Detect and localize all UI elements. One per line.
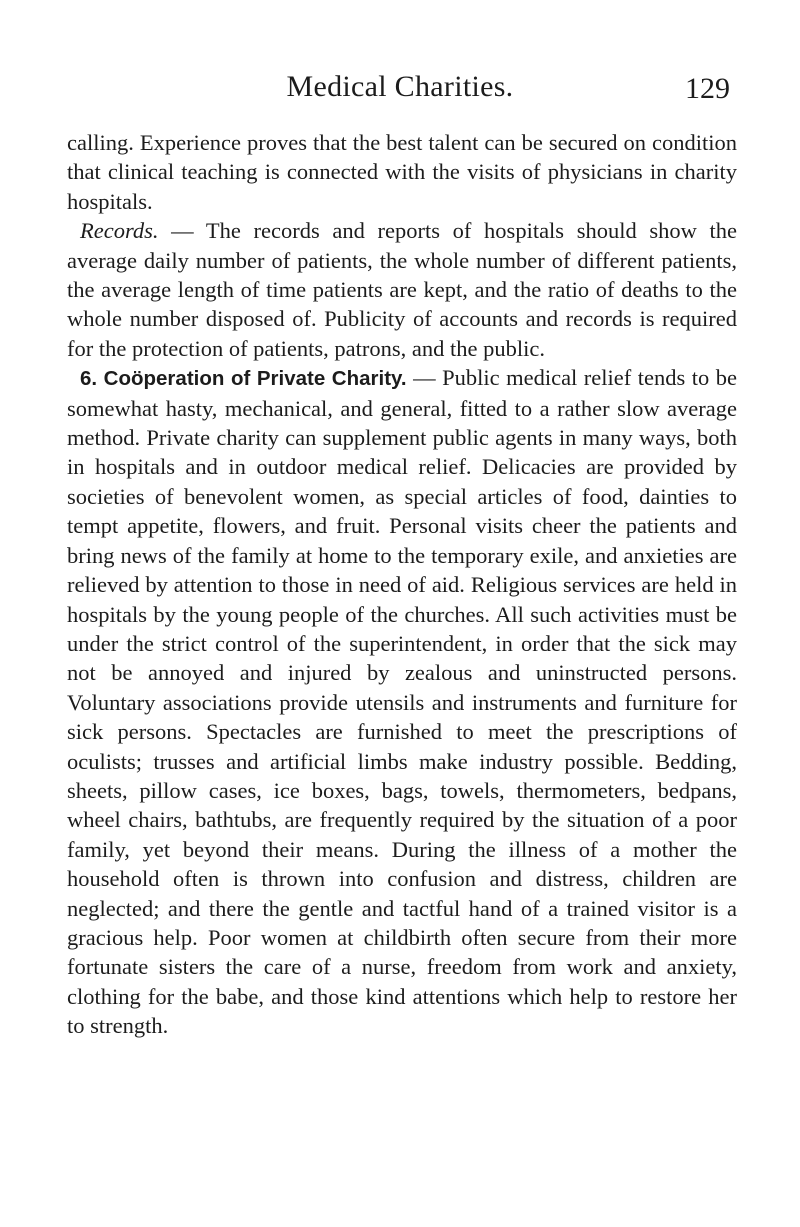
page-header (0, 70, 800, 110)
body-text (67, 128, 737, 1041)
paragraph-text: — The records and reports of hospitals should show the average daily number of patients, the whole number of different patients, the average length of time patients are kept, and the ratio of deaths to the whole number disposed of. Publicity of accounts and records is required for the protection of patients, patrons, and the public. (67, 218, 737, 361)
section-heading-cooperation: 6. Coöperation of Private Charity. (80, 367, 407, 391)
paragraph-records (67, 216, 737, 363)
paragraph-cooperation (67, 363, 737, 1040)
run-in-heading-records: Records. (80, 218, 159, 244)
paragraph-text: — Public medical relief tends to be somewhat hasty, mechanical, and general, fitted to a rather slow average method. Private charity can supplement public agents in many ways, both in hospitals and in outdoor medical relief. Delicacies are provided by societies of benevolent women, as special articles of food, dainties to tempt appetite, flowers, and fruit. Personal visits cheer the patients and bring news of the family at home to the temporary exile, and anxieties are relieved by attention to those in need of aid. Religious services are held in hospitals by the young people of the churches. All such activities must be under the strict control of the superintendent, in order that the sick may not be annoyed and injured by zealous and uninstructed persons. Voluntary associations provide utensils and instruments and furniture for sick persons. Spectacles are furnished to meet the prescriptions of oculists; trusses and artificial limbs make industry possible. Bedding, sheets, pillow cases, ice boxes, bags, towels, thermometers, bedpans, wheel chairs, bathtubs, are frequently required by the situation of a poor family, yet beyond their means. During the illness of a mother the household often is thrown into confusion and distress, children are neglected; and there the gentle and tactful hand of a trained visitor is a gracious help. Poor women at childbirth often secure from their more fortunate sisters the care of a nurse, freedom from work and anxiety, clothing for the babe, and those kind attentions which help to restore her to strength. (67, 365, 737, 1039)
paragraph-text: calling. Experience proves that the best talent can be secured on condition that clinical teaching is connected with the visits of physicians in charity hospitals. (67, 130, 737, 214)
running-title: Medical Charities. (286, 70, 514, 103)
paragraph-continuation (67, 128, 737, 216)
page-number: 129 (685, 72, 730, 105)
